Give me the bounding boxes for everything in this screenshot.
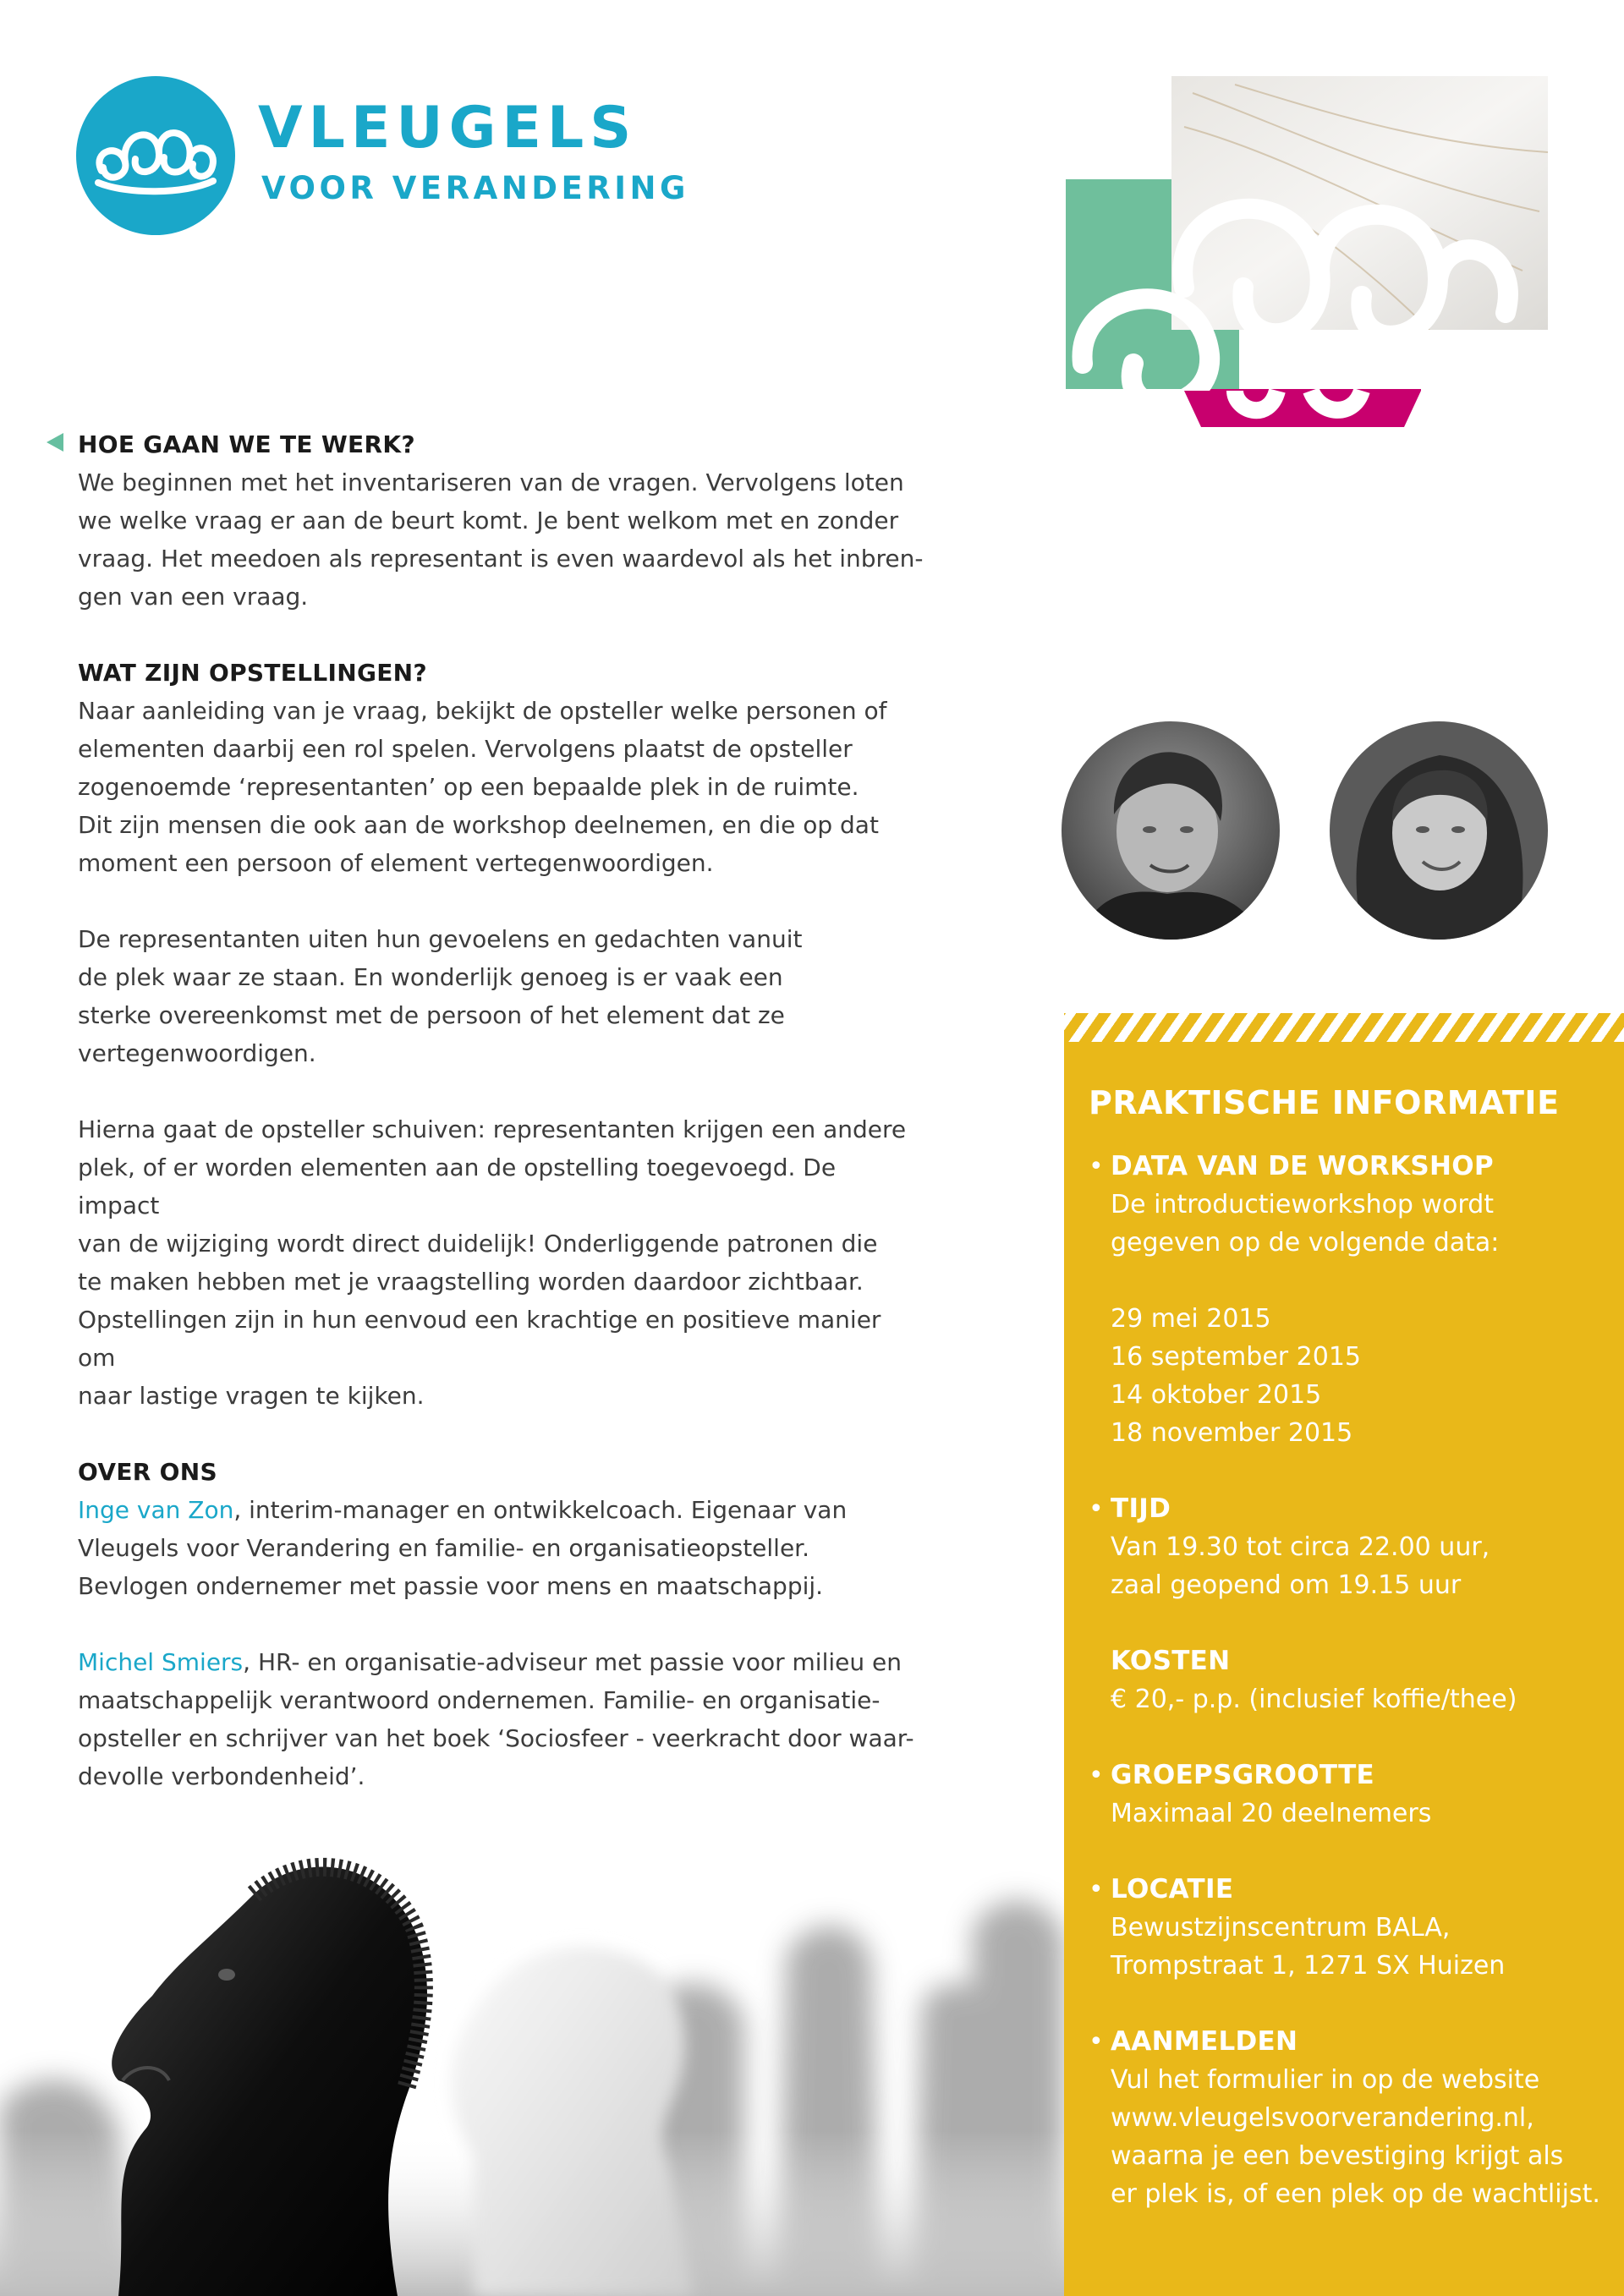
logo-title: VLEUGELS (258, 95, 638, 162)
info-item-heading: TIJD (1111, 1493, 1171, 1524)
paragraph-line: te maken hebben met je vraagstelling worden daardoor zichtbaar. (78, 1268, 864, 1296)
paragraph-line: De representanten uiten hun gevoelens en gedachten vanuit (78, 925, 803, 953)
info-item-heading: GROEPSGROOTTE (1111, 1760, 1374, 1790)
logo-icon (76, 76, 235, 235)
info-item-tijd: • TIJD Van 19.30 tot circa 22.00 uur, zaal geopend om 19.15 uur KOSTEN € 20,- p.p. (inclusief koffie/thee) (1089, 1490, 1613, 1718)
chess-pieces-photo (0, 1810, 1064, 2296)
paragraph-line: Michel Smiers, HR- en organisatie-adviseur met passie voor milieu en (78, 1648, 902, 1676)
logo-subtitle: VOOR VERANDERING (261, 170, 689, 206)
paragraph-line: zogenoemde ‘representanten’ op een bepaalde plek in de ruimte. (78, 773, 859, 801)
paragraph-line: devolle verbondenheid’. (78, 1762, 365, 1790)
paragraph-line: we welke vraag er aan de beurt komt. Je bent welkom met en zonder (78, 507, 899, 534)
person-name-michel: Michel Smiers (78, 1648, 244, 1676)
paragraph-line: de plek waar ze staan. En wonderlijk genoeg is er vaak een (78, 963, 783, 991)
section-heading: HOE GAAN WE TE WERK? (78, 430, 415, 458)
portrait-man-photo (1062, 721, 1280, 940)
paragraph-line: van de wijziging wordt direct duidelijk! Onderliggende patronen die (78, 1230, 878, 1258)
paragraph-line: gen van een vraag. (78, 583, 309, 611)
logo-wordmark (258, 95, 689, 206)
feather-collage-image (1066, 76, 1548, 431)
info-item-heading: DATA VAN DE WORKSHOP (1111, 1151, 1494, 1181)
main-text-column (78, 425, 924, 1795)
paragraph-line: naar lastige vragen te kijken. (78, 1382, 425, 1410)
workshop-date: 29 mei 2015 (1111, 1304, 1271, 1334)
info-panel-title: PRAKTISCHE INFORMATIE (1089, 1084, 1560, 1121)
paragraph-line: elementen daarbij een rol spelen. Vervolgens plaatst de opsteller (78, 735, 853, 763)
info-item-locatie: • LOCATIE Bewustzijnscentrum BALA, Trompstraat 1, 1271 SX Huizen (1089, 1871, 1613, 1985)
portrait-woman-photo (1330, 721, 1548, 940)
paragraph-line: opsteller en schrijver van het boek ‘Sociosfeer - veerkracht door waar- (78, 1724, 914, 1752)
info-item-aanmelden: • AANMELDEN Vul het formulier in op de website www.vleugelsvoorverandering.nl, waarna je een bevestiging krijgt als er plek is, of een plek op de wachtlijst. (1089, 2023, 1613, 2213)
info-item-heading: AANMELDEN (1111, 2026, 1298, 2057)
paragraph-line: Vleugels voor Verandering en familie- en organisatieopsteller. (78, 1534, 810, 1562)
paragraph-line: Inge van Zon, interim-manager en ontwikkelcoach. Eigenaar van (78, 1496, 848, 1524)
paragraph-line: plek, of er worden elementen aan de opstelling toegevoegd. De impact (78, 1153, 837, 1219)
info-item-heading: LOCATIE (1111, 1874, 1234, 1904)
paragraph-line: Naar aanleiding van je vraag, bekijkt de opsteller welke personen of (78, 697, 887, 725)
paragraph-line: Dit zijn mensen die ook aan de workshop deelnemen, en die op dat (78, 811, 879, 839)
paragraph-line: vraag. Het meedoen als representant is even waardevol als het inbren- (78, 545, 924, 573)
section-heading: WAT ZIJN OPSTELLINGEN? (78, 659, 427, 687)
website-link[interactable]: www.vleugelsvoorverandering.nl, (1111, 2103, 1534, 2133)
info-item-groep: • GROEPSGROOTTE Maximaal 20 deelnemers (1089, 1756, 1613, 1833)
panel-stripes (1064, 1013, 1624, 1042)
paragraph-line: Opstellingen zijn in hun eenvoud een krachtige en positieve manier om (78, 1306, 881, 1372)
paragraph-line: Hierna gaat de opsteller schuiven: representanten krijgen een andere (78, 1115, 907, 1143)
info-item-heading: KOSTEN (1111, 1646, 1231, 1676)
paragraph-line: We beginnen met het inventariseren van de vragen. Vervolgens loten (78, 469, 904, 496)
workshop-date: 18 november 2015 (1111, 1418, 1353, 1448)
person-name-inge: Inge van Zon (78, 1496, 234, 1524)
info-item-data: • DATA VAN DE WORKSHOP De introductieworkshop wordt gegeven op de volgende data: 29 mei 2015 16 september 2015 14 oktober 2015 18 november 2015 (1089, 1148, 1613, 1452)
paragraph-line: maatschappelijk verantwoord ondernemen. Familie- en organisatie- (78, 1686, 881, 1714)
paragraph-line: moment een persoon of element vertegenwoordigen. (78, 849, 714, 877)
paragraph-line: vertegenwoordigen. (78, 1039, 316, 1067)
workshop-date: 14 oktober 2015 (1111, 1380, 1322, 1410)
section-arrow-icon (47, 433, 63, 452)
section-heading: OVER ONS (78, 1458, 217, 1486)
info-panel-body (1089, 1148, 1613, 2213)
paragraph-line: Bevlogen ondernemer met passie voor mens en maatschappij. (78, 1572, 824, 1600)
workshop-date: 16 september 2015 (1111, 1342, 1362, 1372)
paragraph-line: sterke overeenkomst met de persoon of het element dat ze (78, 1001, 785, 1029)
